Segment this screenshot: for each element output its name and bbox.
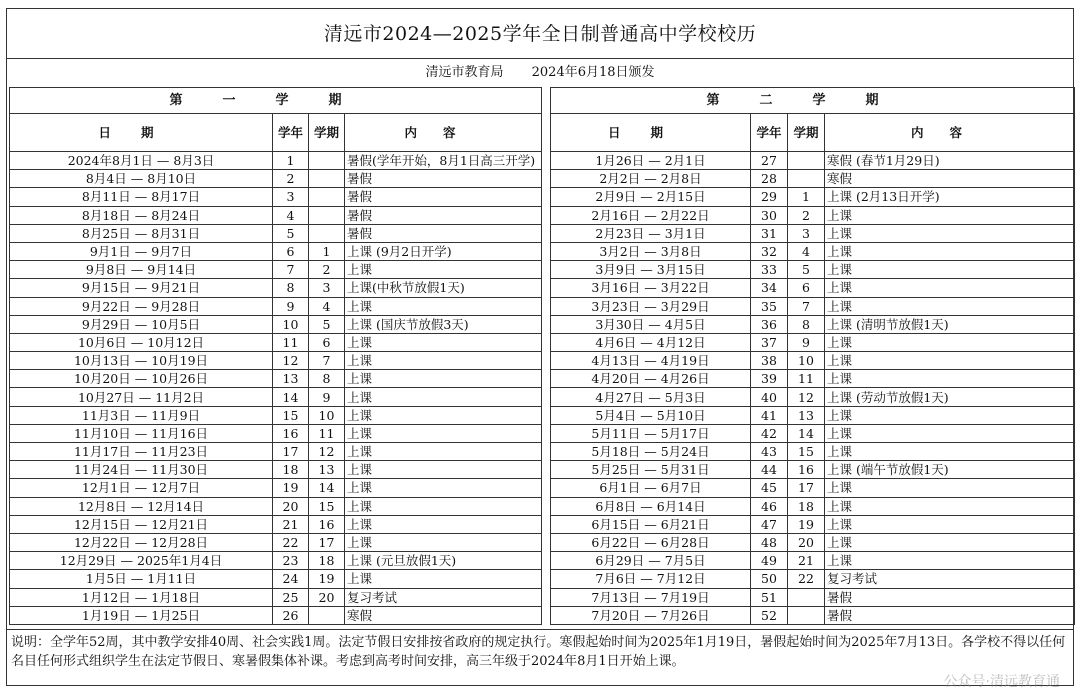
cell-week: 48 bbox=[751, 533, 788, 551]
cell-term bbox=[788, 170, 825, 188]
semester1-table bbox=[9, 87, 542, 625]
table-row bbox=[551, 170, 1075, 188]
cell-content: 上课 bbox=[825, 279, 1075, 297]
table-row bbox=[551, 388, 1075, 406]
cell-week: 4 bbox=[273, 206, 309, 224]
col-year-week: 学年 bbox=[751, 114, 788, 152]
calendar-document bbox=[6, 8, 1074, 686]
cell-content: 上课 bbox=[825, 443, 1075, 461]
cell-content: 上课 bbox=[345, 388, 542, 406]
cell-date: 7月6日 — 7月12日 bbox=[551, 570, 751, 588]
table-row bbox=[551, 588, 1075, 606]
cell-term: 11 bbox=[788, 370, 825, 388]
cell-content: 暑假(学年开始，8月1日高三开学) bbox=[345, 152, 542, 170]
table-row bbox=[551, 315, 1075, 333]
cell-term: 19 bbox=[309, 570, 345, 588]
cell-term: 12 bbox=[309, 443, 345, 461]
cell-date: 5月4日 — 5月10日 bbox=[551, 406, 751, 424]
page-title: 清远市2024—2025学年全日制普通高中学校校历 bbox=[7, 9, 1073, 59]
cell-date: 5月18日 — 5月24日 bbox=[551, 443, 751, 461]
cell-week: 12 bbox=[273, 352, 309, 370]
cell-week: 14 bbox=[273, 388, 309, 406]
cell-term: 1 bbox=[788, 188, 825, 206]
cell-week: 19 bbox=[273, 479, 309, 497]
cell-date: 10月6日 — 10月12日 bbox=[10, 333, 273, 351]
cell-week: 32 bbox=[751, 242, 788, 260]
cell-content: 复习考试 bbox=[825, 570, 1075, 588]
cell-content: 上课 bbox=[345, 424, 542, 442]
cell-week: 26 bbox=[273, 606, 309, 624]
table-row bbox=[551, 424, 1075, 442]
cell-week: 36 bbox=[751, 315, 788, 333]
issuer: 清远市教育局 bbox=[425, 65, 504, 80]
col-year-week: 学年 bbox=[273, 114, 309, 152]
cell-term bbox=[309, 170, 345, 188]
cell-content: 上课 bbox=[825, 333, 1075, 351]
cell-term: 18 bbox=[788, 497, 825, 515]
cell-content: 上课 bbox=[825, 424, 1075, 442]
table-row bbox=[10, 424, 542, 442]
table-row bbox=[10, 497, 542, 515]
cell-term bbox=[788, 588, 825, 606]
cell-date: 9月8日 — 9月14日 bbox=[10, 261, 273, 279]
table-row bbox=[10, 388, 542, 406]
cell-week: 50 bbox=[751, 570, 788, 588]
cell-content: 上课 bbox=[345, 479, 542, 497]
cell-week: 3 bbox=[273, 188, 309, 206]
cell-term: 7 bbox=[309, 352, 345, 370]
cell-week: 47 bbox=[751, 515, 788, 533]
cell-term: 2 bbox=[309, 261, 345, 279]
cell-date: 7月20日 — 7月26日 bbox=[551, 606, 751, 624]
cell-content: 上课 bbox=[345, 443, 542, 461]
cell-content: 暑假 bbox=[825, 606, 1075, 624]
cell-term: 17 bbox=[309, 533, 345, 551]
cell-week: 27 bbox=[751, 152, 788, 170]
cell-term: 8 bbox=[309, 370, 345, 388]
cell-date: 10月13日 — 10月19日 bbox=[10, 352, 273, 370]
cell-term: 4 bbox=[309, 297, 345, 315]
table-row bbox=[10, 552, 542, 570]
cell-content: 上课 bbox=[345, 352, 542, 370]
cell-content: 寒假 bbox=[345, 606, 542, 624]
cell-date: 10月27日 — 11月2日 bbox=[10, 388, 273, 406]
table-row bbox=[10, 370, 542, 388]
table-row bbox=[551, 297, 1075, 315]
cell-week: 39 bbox=[751, 370, 788, 388]
table-row bbox=[551, 224, 1075, 242]
cell-week: 29 bbox=[751, 188, 788, 206]
cell-content: 上课 (国庆节放假3天) bbox=[345, 315, 542, 333]
cell-term: 3 bbox=[309, 279, 345, 297]
cell-week: 7 bbox=[273, 261, 309, 279]
cell-week: 9 bbox=[273, 297, 309, 315]
cell-term: 15 bbox=[309, 497, 345, 515]
table-row bbox=[551, 370, 1075, 388]
cell-week: 6 bbox=[273, 242, 309, 260]
cell-date: 3月16日 — 3月22日 bbox=[551, 279, 751, 297]
cell-content: 上课 bbox=[825, 406, 1075, 424]
cell-content: 上课 bbox=[345, 497, 542, 515]
cell-date: 1月12日 — 1月18日 bbox=[10, 588, 273, 606]
cell-term: 9 bbox=[788, 333, 825, 351]
cell-content: 暑假 bbox=[345, 170, 542, 188]
cell-date: 2月2日 — 2月8日 bbox=[551, 170, 751, 188]
cell-term: 9 bbox=[309, 388, 345, 406]
cell-content: 上课 (9月2日开学) bbox=[345, 242, 542, 260]
table-row bbox=[10, 570, 542, 588]
table-row bbox=[10, 533, 542, 551]
cell-date: 6月8日 — 6月14日 bbox=[551, 497, 751, 515]
table-row bbox=[10, 406, 542, 424]
table-row bbox=[10, 606, 542, 624]
cell-week: 40 bbox=[751, 388, 788, 406]
cell-date: 6月1日 — 6月7日 bbox=[551, 479, 751, 497]
table-row bbox=[10, 188, 542, 206]
cell-week: 31 bbox=[751, 224, 788, 242]
table-row bbox=[551, 479, 1075, 497]
cell-content: 上课 bbox=[825, 242, 1075, 260]
table-row bbox=[10, 315, 542, 333]
cell-date: 3月9日 — 3月15日 bbox=[551, 261, 751, 279]
cell-week: 18 bbox=[273, 461, 309, 479]
table-row bbox=[551, 461, 1075, 479]
cell-term: 15 bbox=[788, 443, 825, 461]
table-row bbox=[551, 352, 1075, 370]
cell-content: 上课 bbox=[825, 224, 1075, 242]
cell-content: 上课(中秋节放假1天) bbox=[345, 279, 542, 297]
cell-content: 上课 bbox=[345, 515, 542, 533]
cell-term: 19 bbox=[788, 515, 825, 533]
semester2-header: 第二学期 bbox=[551, 88, 1075, 114]
cell-date: 3月23日 — 3月29日 bbox=[551, 297, 751, 315]
cell-term bbox=[788, 152, 825, 170]
cell-content: 上课 (元旦放假1天) bbox=[345, 552, 542, 570]
cell-date: 4月27日 — 5月3日 bbox=[551, 388, 751, 406]
cell-content: 上课 bbox=[825, 533, 1075, 551]
col-content: 内容 bbox=[825, 114, 1075, 152]
cell-date: 8月11日 — 8月17日 bbox=[10, 188, 273, 206]
cell-term: 20 bbox=[788, 533, 825, 551]
cell-date: 3月2日 — 3月8日 bbox=[551, 242, 751, 260]
cell-content: 上课 bbox=[345, 333, 542, 351]
cell-content: 上课 bbox=[345, 533, 542, 551]
table-row bbox=[551, 333, 1075, 351]
cell-term: 20 bbox=[309, 588, 345, 606]
cell-term: 6 bbox=[309, 333, 345, 351]
cell-content: 上课 bbox=[345, 406, 542, 424]
col-date: 日期 bbox=[551, 114, 751, 152]
table-row bbox=[551, 570, 1075, 588]
cell-date: 2月9日 — 2月15日 bbox=[551, 188, 751, 206]
table-row bbox=[551, 279, 1075, 297]
cell-date: 11月10日 — 11月16日 bbox=[10, 424, 273, 442]
table-row bbox=[10, 352, 542, 370]
table-row bbox=[10, 479, 542, 497]
cell-content: 上课 bbox=[825, 497, 1075, 515]
cell-term: 21 bbox=[788, 552, 825, 570]
table-row bbox=[10, 297, 542, 315]
table-row bbox=[551, 552, 1075, 570]
cell-date: 6月15日 — 6月21日 bbox=[551, 515, 751, 533]
cell-week: 8 bbox=[273, 279, 309, 297]
cell-term bbox=[309, 188, 345, 206]
table-row bbox=[10, 206, 542, 224]
cell-term: 5 bbox=[309, 315, 345, 333]
cell-week: 22 bbox=[273, 533, 309, 551]
cell-content: 上课 bbox=[825, 552, 1075, 570]
table-row bbox=[551, 261, 1075, 279]
cell-term: 10 bbox=[788, 352, 825, 370]
table-row bbox=[10, 461, 542, 479]
cell-date: 3月30日 — 4月5日 bbox=[551, 315, 751, 333]
semester2-table bbox=[550, 87, 1075, 625]
cell-date: 8月18日 — 8月24日 bbox=[10, 206, 273, 224]
col-term-week: 学期 bbox=[788, 114, 825, 152]
table-row bbox=[10, 170, 542, 188]
table-row bbox=[551, 242, 1075, 260]
cell-term: 14 bbox=[788, 424, 825, 442]
cell-content: 上课 (2月13日开学) bbox=[825, 188, 1075, 206]
notes: 说明：全学年52周，其中教学安排40周、社会实践1周。法定节假日安排按省政府的规定执行。寒假起始时间为2025年1月19日，暑假起始时间为2025年7月13日。各学校不得以任何名目任何形式组织学生在法定节假日、寒暑假集体补课。考虑到高考时间安排，高三年级于2024年8月1日开始上课。 bbox=[7, 629, 1073, 687]
cell-term: 13 bbox=[309, 461, 345, 479]
cell-term: 6 bbox=[788, 279, 825, 297]
cell-week: 21 bbox=[273, 515, 309, 533]
cell-week: 38 bbox=[751, 352, 788, 370]
cell-content: 暑假 bbox=[825, 588, 1075, 606]
cell-term: 22 bbox=[788, 570, 825, 588]
cell-content: 上课 (端午节放假1天) bbox=[825, 461, 1075, 479]
cell-content: 上课 bbox=[825, 479, 1075, 497]
cell-week: 35 bbox=[751, 297, 788, 315]
table-row bbox=[551, 152, 1075, 170]
cell-content: 上课 bbox=[825, 515, 1075, 533]
cell-week: 52 bbox=[751, 606, 788, 624]
cell-date: 12月1日 — 12月7日 bbox=[10, 479, 273, 497]
col-term-week: 学期 bbox=[309, 114, 345, 152]
cell-content: 上课 bbox=[825, 352, 1075, 370]
cell-content: 暑假 bbox=[345, 206, 542, 224]
cell-term: 1 bbox=[309, 242, 345, 260]
cell-date: 2月16日 — 2月22日 bbox=[551, 206, 751, 224]
cell-term: 3 bbox=[788, 224, 825, 242]
table-row bbox=[551, 206, 1075, 224]
cell-date: 11月17日 — 11月23日 bbox=[10, 443, 273, 461]
cell-term: 11 bbox=[309, 424, 345, 442]
cell-date: 4月20日 — 4月26日 bbox=[551, 370, 751, 388]
table-row bbox=[10, 224, 542, 242]
cell-date: 1月26日 — 2月1日 bbox=[551, 152, 751, 170]
cell-week: 25 bbox=[273, 588, 309, 606]
cell-week: 45 bbox=[751, 479, 788, 497]
cell-week: 46 bbox=[751, 497, 788, 515]
cell-term: 16 bbox=[309, 515, 345, 533]
cell-week: 30 bbox=[751, 206, 788, 224]
cell-term: 16 bbox=[788, 461, 825, 479]
cell-week: 51 bbox=[751, 588, 788, 606]
issue-date: 2024年6月18日颁发 bbox=[531, 65, 655, 80]
cell-date: 9月15日 — 9月21日 bbox=[10, 279, 273, 297]
cell-term: 8 bbox=[788, 315, 825, 333]
table-row bbox=[10, 242, 542, 260]
cell-date: 12月22日 — 12月28日 bbox=[10, 533, 273, 551]
cell-week: 2 bbox=[273, 170, 309, 188]
cell-term bbox=[309, 152, 345, 170]
table-row bbox=[551, 515, 1075, 533]
table-row bbox=[551, 406, 1075, 424]
cell-content: 上课 (清明节放假1天) bbox=[825, 315, 1075, 333]
cell-date: 1月19日 — 1月25日 bbox=[10, 606, 273, 624]
cell-content: 暑假 bbox=[345, 188, 542, 206]
table-row bbox=[551, 443, 1075, 461]
cell-date: 4月13日 — 4月19日 bbox=[551, 352, 751, 370]
cell-week: 5 bbox=[273, 224, 309, 242]
cell-term: 10 bbox=[309, 406, 345, 424]
cell-term: 13 bbox=[788, 406, 825, 424]
cell-week: 24 bbox=[273, 570, 309, 588]
cell-date: 6月22日 — 6月28日 bbox=[551, 533, 751, 551]
cell-term: 17 bbox=[788, 479, 825, 497]
cell-date: 2024年8月1日 — 8月3日 bbox=[10, 152, 273, 170]
cell-week: 43 bbox=[751, 443, 788, 461]
cell-date: 9月22日 — 9月28日 bbox=[10, 297, 273, 315]
issuer-line bbox=[7, 60, 1073, 86]
cell-date: 2月23日 — 3月1日 bbox=[551, 224, 751, 242]
cell-date: 12月29日 — 2025年1月4日 bbox=[10, 552, 273, 570]
cell-week: 15 bbox=[273, 406, 309, 424]
cell-week: 33 bbox=[751, 261, 788, 279]
cell-content: 复习考试 bbox=[345, 588, 542, 606]
cell-term: 18 bbox=[309, 552, 345, 570]
cell-date: 7月13日 — 7月19日 bbox=[551, 588, 751, 606]
table-row bbox=[10, 588, 542, 606]
cell-content: 上课 bbox=[345, 370, 542, 388]
cell-date: 1月5日 — 1月11日 bbox=[10, 570, 273, 588]
cell-date: 9月1日 — 9月7日 bbox=[10, 242, 273, 260]
cell-term: 2 bbox=[788, 206, 825, 224]
cell-date: 6月29日 — 7月5日 bbox=[551, 552, 751, 570]
cell-date: 10月20日 — 10月26日 bbox=[10, 370, 273, 388]
cell-week: 13 bbox=[273, 370, 309, 388]
cell-content: 上课 bbox=[825, 370, 1075, 388]
cell-term bbox=[788, 606, 825, 624]
table-row bbox=[551, 606, 1075, 624]
cell-date: 11月24日 — 11月30日 bbox=[10, 461, 273, 479]
cell-content: 上课 bbox=[345, 261, 542, 279]
cell-date: 12月15日 — 12月21日 bbox=[10, 515, 273, 533]
cell-week: 37 bbox=[751, 333, 788, 351]
cell-week: 42 bbox=[751, 424, 788, 442]
cell-term: 5 bbox=[788, 261, 825, 279]
cell-week: 34 bbox=[751, 279, 788, 297]
cell-content: 上课 bbox=[825, 261, 1075, 279]
watermark: 公众号·清远教育通 bbox=[943, 674, 1060, 690]
table-row bbox=[551, 497, 1075, 515]
cell-term: 4 bbox=[788, 242, 825, 260]
cell-date: 5月11日 — 5月17日 bbox=[551, 424, 751, 442]
cell-week: 44 bbox=[751, 461, 788, 479]
table-row bbox=[10, 515, 542, 533]
cell-date: 9月29日 — 10月5日 bbox=[10, 315, 273, 333]
table-row bbox=[10, 261, 542, 279]
cell-week: 23 bbox=[273, 552, 309, 570]
cell-week: 11 bbox=[273, 333, 309, 351]
cell-week: 49 bbox=[751, 552, 788, 570]
semester1-header: 第一学期 bbox=[10, 88, 542, 114]
cell-week: 10 bbox=[273, 315, 309, 333]
table-row bbox=[551, 533, 1075, 551]
cell-content: 上课 bbox=[345, 461, 542, 479]
col-content: 内容 bbox=[345, 114, 542, 152]
cell-content: 上课 (劳动节放假1天) bbox=[825, 388, 1075, 406]
cell-term: 14 bbox=[309, 479, 345, 497]
cell-week: 20 bbox=[273, 497, 309, 515]
table-row bbox=[10, 333, 542, 351]
cell-week: 17 bbox=[273, 443, 309, 461]
cell-content: 上课 bbox=[825, 206, 1075, 224]
cell-week: 28 bbox=[751, 170, 788, 188]
cell-content: 寒假 (春节1月29日) bbox=[825, 152, 1075, 170]
cell-term: 7 bbox=[788, 297, 825, 315]
cell-date: 8月4日 — 8月10日 bbox=[10, 170, 273, 188]
cell-date: 8月25日 — 8月31日 bbox=[10, 224, 273, 242]
cell-content: 寒假 bbox=[825, 170, 1075, 188]
table-row bbox=[10, 279, 542, 297]
table-row bbox=[551, 188, 1075, 206]
cell-content: 上课 bbox=[345, 570, 542, 588]
table-row bbox=[10, 443, 542, 461]
cell-week: 16 bbox=[273, 424, 309, 442]
cell-content: 上课 bbox=[825, 297, 1075, 315]
cell-week: 41 bbox=[751, 406, 788, 424]
cell-date: 5月25日 — 5月31日 bbox=[551, 461, 751, 479]
semester2-rows bbox=[551, 152, 1075, 625]
cell-term: 12 bbox=[788, 388, 825, 406]
cell-term bbox=[309, 224, 345, 242]
cell-date: 4月6日 — 4月12日 bbox=[551, 333, 751, 351]
cell-date: 11月3日 — 11月9日 bbox=[10, 406, 273, 424]
cell-term bbox=[309, 606, 345, 624]
cell-content: 暑假 bbox=[345, 224, 542, 242]
cell-date: 12月8日 — 12月14日 bbox=[10, 497, 273, 515]
semester1-rows bbox=[10, 152, 542, 625]
col-date: 日期 bbox=[10, 114, 273, 152]
table-row bbox=[10, 152, 542, 170]
cell-term bbox=[309, 206, 345, 224]
cell-content: 上课 bbox=[345, 297, 542, 315]
cell-week: 1 bbox=[273, 152, 309, 170]
